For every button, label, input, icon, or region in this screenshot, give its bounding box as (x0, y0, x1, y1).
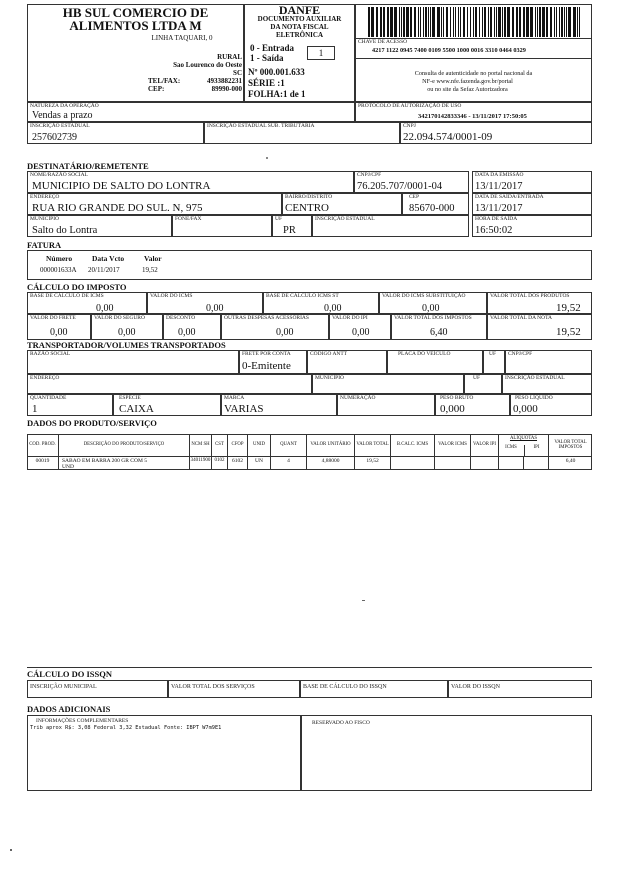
issqn-im-label: INSCRIÇÃO MUNICIPAL (30, 684, 97, 690)
transp-razao-label: RAZÃO SOCIAL (30, 351, 71, 357)
barcode (366, 7, 584, 37)
barcode-bar (410, 7, 412, 37)
protocolo-value: 342170142833346 - 13/11/2017 17:50:05 (418, 113, 527, 120)
seguro-value: 0,00 (118, 327, 136, 338)
imposto-title: CÁLCULO DO IMPOSTO (27, 282, 127, 292)
emitente-cep-label: CEP: (148, 85, 165, 93)
transp-municipio-label: MUNICÍPIO (315, 375, 345, 381)
th-vtotal: VALOR TOTAL (354, 434, 390, 456)
dest-emissao-label: DATA DA EMISSÃO (475, 172, 524, 178)
fatura-venc: 20/11/2017 (88, 266, 120, 274)
td-unid: UN (247, 456, 270, 470)
bc-st-value: 0,00 (324, 303, 342, 314)
v-icms-label: VALOR DO ICMS (150, 293, 193, 299)
consulta-line1: Consulta de autenticidade no portal nacional da (414, 70, 533, 77)
transp-numeracao-box (337, 394, 435, 416)
emitente-name-line1: HB SUL COMERCIO DE (62, 5, 209, 20)
barcode-bar (556, 7, 557, 37)
protocolo-label: PROTOCOLO DE AUTORIZAÇÃO DE USO (358, 103, 462, 109)
td-desc-line2: UND (62, 464, 74, 470)
dest-hora-label: HORA DE SAÍDA (475, 216, 518, 222)
dest-emissao-box (472, 171, 592, 193)
emitente-name-line2: ALIMENTOS LTDA M (69, 18, 202, 33)
th-vtrib: VALOR TOTAL IMPOSTOS (548, 434, 592, 456)
v-nota-label: VALOR TOTAL DA NOTA (490, 315, 553, 321)
v-st-box (379, 292, 487, 314)
transp-especie-box (113, 394, 221, 416)
bc-icms-box (27, 292, 147, 314)
barcode-bar (535, 7, 536, 37)
barcode-bar (455, 7, 456, 37)
barcode-bar (530, 7, 533, 37)
transp-municipio-box (312, 374, 464, 394)
barcode-bar (423, 7, 424, 37)
transp-peso-bruto-value: 0,000 (440, 403, 465, 415)
td-bc (390, 456, 434, 470)
bc-st-box (263, 292, 379, 314)
v-st-value: 0,00 (422, 303, 440, 314)
barcode-bar (519, 7, 521, 37)
barcode-bar (504, 7, 506, 37)
emitente-tel: 4933882231 (207, 77, 242, 85)
td-cfop: 6102 (227, 456, 247, 470)
emitente-district: RURAL (217, 53, 242, 61)
dest-nome-box (27, 171, 354, 193)
issqn-title: CÁLCULO DO ISSQN (27, 669, 113, 679)
barcode-bar (475, 7, 477, 37)
danfe-sub1: DOCUMENTO AUXILIAR (257, 15, 342, 23)
barcode-bar (376, 7, 378, 37)
transp-marca-value: VARIAS (224, 403, 264, 415)
transp-placa-label: PLACA DO VEÍCULO (398, 351, 451, 357)
frete-box (27, 314, 91, 340)
barcode-bar (479, 7, 480, 37)
td-cst: 0102 (211, 456, 227, 470)
fatura-valor: 19,52 (142, 266, 158, 274)
th-aliq: ALÍQUOTAS (509, 436, 538, 441)
td-ncm: 34011900 (189, 456, 211, 470)
dest-cep: 85670-000 (409, 203, 455, 214)
scan-speck (266, 157, 268, 159)
ie-box (27, 122, 204, 144)
barcode-bar (566, 7, 567, 37)
dest-fone-box (172, 215, 272, 237)
td-vipi (470, 456, 498, 470)
transp-frete-value: 0-Emitente (242, 360, 291, 372)
barcode-bar (482, 7, 483, 37)
td-vicms (434, 456, 470, 470)
barcode-bar (496, 7, 497, 37)
scan-speck (10, 849, 12, 851)
th-desc: DESCRIÇÃO DO PRODUTO/SERVIÇO (58, 434, 189, 456)
th-vipi: VALOR IPI (470, 434, 498, 456)
desconto-value: 0,00 (178, 327, 196, 338)
transp-ie-box (502, 374, 592, 394)
dest-hora-box (472, 215, 592, 237)
adicionais-title: DADOS ADICIONAIS (27, 704, 111, 714)
dest-endereco-box (27, 193, 282, 215)
th-quant: QUANT (270, 434, 306, 456)
transp-numeracao-label: NUMERAÇÃO (340, 395, 376, 401)
dest-municipio: Salto do Lontra (32, 225, 98, 236)
dest-cnpj-label: CNPJ/CPF (357, 172, 382, 178)
barcode-bar (380, 7, 382, 37)
barcode-bar (494, 7, 495, 37)
barcode-bar (387, 7, 389, 37)
transp-cnpj-label: CNPJ/CPF (508, 351, 533, 357)
barcode-bar (430, 7, 431, 37)
barcode-bar (516, 7, 518, 37)
barcode-bar (554, 7, 555, 37)
barcode-bar (542, 7, 545, 37)
td-desc-line1: SABAO EM BARRA 200 GR COM 5 (62, 458, 147, 464)
transp-qtd-value: 1 (32, 403, 38, 415)
barcode-bar (550, 7, 552, 37)
emitente-tel-label: TEL/FAX: (148, 77, 181, 85)
transp-endereco-label: ENDEREÇO (30, 375, 60, 381)
dest-bairro-box (282, 193, 402, 215)
transp-endereco-box (27, 374, 312, 394)
fatura-title: FATURA (27, 240, 62, 250)
outras-label: OUTRAS DESPESAS ACESSÓRIAS (224, 315, 309, 321)
barcode-bar (546, 7, 548, 37)
destinatario-title: DESTINATÁRIO/REMETENTE (27, 161, 149, 171)
issqn-v-label: VALOR DO ISSQN (451, 684, 500, 690)
ipi-box (329, 314, 391, 340)
transp-peso-liq-box (510, 394, 592, 416)
issqn-im-box (27, 680, 168, 698)
th-cst: CST (211, 434, 227, 456)
chave-value: 4217 1122 0945 7400 0109 5500 1000 0016 3310 0464 0329 (372, 47, 526, 54)
emitente-city: Sao Lourenco do Oeste (173, 61, 242, 69)
barcode-bar (443, 7, 444, 37)
barcode-bar (467, 7, 468, 37)
transp-antt-box (307, 350, 387, 374)
danfe-tipo-box (307, 46, 335, 60)
cnpj-emit-box (400, 122, 592, 144)
v-prod-box (487, 292, 592, 314)
dest-uf-box (272, 215, 312, 237)
barcode-bar (441, 7, 442, 37)
barcode-bar (470, 7, 471, 37)
natureza-box (27, 102, 355, 122)
barcode-bar (406, 7, 409, 37)
dest-cep-label: CEP (409, 194, 420, 200)
transp-frete-box (239, 350, 307, 374)
dest-emissao: 13/11/2017 (475, 181, 523, 192)
v-trib-label: VALOR TOTAL DOS IMPOSTOS (394, 315, 472, 321)
barcode-bar (458, 7, 459, 37)
dest-cep-box (402, 193, 469, 215)
th-cod: COD. PROD. (29, 442, 56, 448)
danfe-tipo: 1 (318, 48, 324, 58)
transp-antt-label: CÓDIGO ANTT (310, 351, 348, 357)
transp-uf-label: UF (489, 351, 497, 357)
ie-st-label: INSCRIÇÃO ESTADUAL SUB. TRIBUTÁRIA (207, 123, 315, 129)
emitente-address: LINHA TAQUARI, 0 (151, 34, 213, 42)
scan-speck (362, 600, 365, 601)
dest-uf: PR (283, 225, 296, 236)
v-nota-value: 19,52 (556, 326, 581, 338)
ie-value: 257602739 (32, 132, 77, 143)
barcode-bar (573, 7, 576, 37)
dest-endereco: RUA RIO GRANDE DO SUL. N, 975 (32, 202, 203, 214)
dest-fone-label: FONE/FAX (175, 216, 202, 222)
barcode-bar (484, 7, 486, 37)
barcode-bar (371, 7, 374, 37)
dest-bairro-label: BAIRRO/DISTRITO (285, 194, 333, 200)
barcode-bar (432, 7, 435, 37)
reservado-fisco-box (301, 715, 592, 791)
info-complementar-label: INFORMAÇÕES COMPLEMENTARES (36, 718, 129, 724)
transp-qtd-box (27, 394, 113, 416)
transp-qtd-label: QUANTIDADE (30, 395, 67, 401)
transp-frete-label: FRETE POR CONTA (242, 351, 291, 357)
emitente-state: SC (233, 69, 242, 77)
v-icms-box (147, 292, 263, 314)
transp-peso-liq-value: 0,000 (513, 403, 538, 415)
barcode-bar (368, 7, 370, 37)
th-aliq-ipi: IPI (524, 445, 548, 456)
fatura-h-venc: Data Vcto (92, 254, 125, 263)
barcode-bar (446, 7, 448, 37)
outras-value: 0,00 (276, 327, 294, 338)
ipi-label: VALOR DO IPI (332, 315, 368, 321)
transp-marca-box (221, 394, 337, 416)
barcode-bar (453, 7, 454, 37)
barcode-bar (383, 7, 385, 37)
danfe-saida: 1 - Saída (250, 53, 284, 63)
td-vunit: 4,88000 (306, 456, 354, 470)
transp-especie-value: CAIXA (119, 403, 154, 415)
danfe-sub3: ELETRÔNICA (275, 31, 324, 39)
th-vunit: VALOR UNITÁRIO (306, 434, 354, 456)
barcode-bar (403, 7, 405, 37)
fatura-h-numero: Número (46, 254, 73, 263)
protocolo-box (355, 102, 592, 122)
desconto-box (163, 314, 221, 340)
transp-peso-liq-label: PESO LÍQUIDO (515, 395, 553, 401)
danfe-title: DANFE (278, 3, 321, 17)
transp-cnpj-box (505, 350, 592, 374)
ipi-value: 0,00 (352, 327, 370, 338)
td-quant: 4 (270, 456, 306, 470)
danfe-numero: Nº 000.001.633 (248, 67, 305, 77)
consulta-line3: ou no site da Sefaz Autorizadora (427, 86, 508, 93)
consulta-line2: NF-e www.nfe.fazenda.gov.br/portal (422, 78, 513, 85)
th-aliq-group (498, 434, 548, 456)
th-bc: B.CALC. ICMS (390, 434, 434, 456)
transp-razao-box (27, 350, 239, 374)
bc-icms-label: BASE DE CÁLCULO DE ICMS (30, 293, 104, 299)
dest-hora: 16:50:02 (475, 225, 513, 236)
transp-marca-label: MARCA (224, 395, 245, 401)
barcode-bar (512, 7, 514, 37)
dest-nome: MUNICIPIO DE SALTO DO LONTRA (32, 180, 211, 192)
barcode-bar (577, 7, 578, 37)
barcode-bar (564, 7, 565, 37)
barcode-bar (568, 7, 571, 37)
th-ncm: NCM SH (189, 434, 211, 456)
barcode-bar (537, 7, 538, 37)
dest-uf-label: UF (275, 216, 283, 222)
danfe-entrada: 0 - Entrada (250, 43, 295, 53)
fatura-h-valor: Valor (144, 254, 162, 263)
bc-icms-value: 0,00 (96, 303, 114, 314)
td-aliq-icms (498, 456, 523, 470)
dest-cnpj: 76.205.707/0001-04 (357, 181, 443, 192)
barcode-bar (502, 7, 503, 37)
transp-uf-box (483, 350, 505, 374)
transporte-title: TRANSPORTADOR/VOLUMES TRANSPORTADOS (27, 340, 226, 350)
barcode-bar (428, 7, 429, 37)
barcode-bar (559, 7, 560, 37)
chave-label: CHAVE DE ACESSO (358, 39, 408, 45)
natureza-label: NATUREZA DA OPERAÇÃO (30, 103, 99, 109)
barcode-bar (526, 7, 529, 37)
seguro-box (91, 314, 163, 340)
dest-endereco-label: ENDEREÇO (30, 194, 60, 200)
barcode-bar (539, 7, 541, 37)
th-aliq-icms: ICMS (505, 445, 517, 450)
v-prod-value: 19,52 (556, 302, 581, 314)
ie-st-box (204, 122, 400, 144)
cnpj-emit-label: CNPJ (403, 123, 416, 129)
outras-box (221, 314, 329, 340)
th-vicms: VALOR ICMS (434, 434, 470, 456)
transp-peso-bruto-label: PESO BRUTO (440, 395, 474, 401)
info-complementar-box (27, 715, 301, 791)
td-vtotal: 19,52 (354, 456, 390, 470)
v-icms-value: 0,00 (206, 303, 224, 314)
dest-ie-box (312, 215, 469, 237)
issqn-v-box (448, 680, 592, 698)
fatura-numero: 000001633A (40, 266, 77, 274)
td-desc (58, 456, 189, 470)
barcode-bar (579, 7, 580, 37)
danfe-folha: FOLHA:1 de 1 (248, 89, 306, 99)
dest-saida-label: DATA DE SAÍDA/ENTRADA (475, 194, 544, 200)
barcode-bar (488, 7, 489, 37)
barcode-bar (490, 7, 492, 37)
th-unid: UNID (247, 434, 270, 456)
produtos-title: DADOS DO PRODUTO/SERVIÇO (27, 418, 157, 428)
v-prod-label: VALOR TOTAL DOS PRODUTOS (490, 293, 570, 299)
barcode-bar (507, 7, 510, 37)
v-trib-box (391, 314, 487, 340)
barcode-bar (460, 7, 461, 37)
ie-label: INSCRIÇÃO ESTADUAL (30, 123, 90, 129)
transp-especie-label: ESPÉCIE (119, 395, 141, 401)
v-nota-box (487, 314, 592, 340)
transp-ie-label: INSCRIÇÃO ESTADUAL (505, 375, 565, 381)
barcode-bar (561, 7, 563, 37)
issqn-vserv-label: VALOR TOTAL DOS SERVIÇOS (171, 684, 255, 690)
barcode-bar (498, 7, 501, 37)
transp-uf2-box (464, 374, 502, 394)
frete-label: VALOR DO FRETE (30, 315, 76, 321)
barcode-bar (473, 7, 474, 37)
danfe-serie: SÉRIE :1 (248, 78, 285, 88)
barcode-bar (399, 7, 400, 37)
bc-st-label: BASE DE CÁLCULO ICMS ST (266, 293, 339, 299)
dest-cnpj-box (354, 171, 469, 193)
transp-placa-box (387, 350, 483, 374)
seguro-label: VALOR DO SEGURO (94, 315, 145, 321)
dest-saida-box (472, 193, 592, 215)
barcode-bar (425, 7, 427, 37)
desconto-label: DESCONTO (166, 315, 196, 321)
td-cod: 00019 (35, 458, 50, 464)
dest-municipio-label: MUNICÍPIO (30, 216, 60, 222)
issqn-vserv-box (168, 680, 300, 698)
barcode-bar (401, 7, 402, 37)
th-cfop: CFOP (227, 434, 247, 456)
barcode-bar (437, 7, 440, 37)
td-aliq-ipi (523, 456, 548, 470)
barcode-bar (463, 7, 465, 37)
td-vtrib: 6,40 (548, 456, 592, 470)
barcode-bar (394, 7, 397, 37)
issqn-bc-box (300, 680, 448, 698)
emitente-cep: 89990-000 (211, 85, 242, 93)
barcode-bar (420, 7, 421, 37)
dest-municipio-box (27, 215, 172, 237)
dest-ie-label: INSCRIÇÃO ESTADUAL (315, 216, 375, 222)
dest-saida: 13/11/2017 (475, 203, 523, 214)
dest-bairro: CENTRO (285, 202, 329, 214)
barcode-bar (414, 7, 416, 37)
reservado-fisco-label: RESERVADO AO FISCO (312, 720, 370, 726)
v-st-label: VALOR DO ICMS SUBSTITUIÇÃO (382, 293, 466, 299)
dest-nome-label: NOME/RAZÃO SOCIAL (30, 172, 88, 178)
info-complementar-text: Trib aprox R$: 3,08 Federal 3,32 Estadual Fonte: IBPT W7m9E1 (30, 725, 222, 731)
danfe-sub2: DA NOTA FISCAL (270, 23, 329, 31)
natureza-value: Vendas a prazo (32, 110, 93, 121)
barcode-bar (523, 7, 525, 37)
barcode-bar (390, 7, 393, 37)
transp-peso-bruto-box (435, 394, 510, 416)
barcode-bar (418, 7, 419, 37)
cnpj-emit-value: 22.094.574/0001-09 (403, 131, 493, 143)
barcode-bar (450, 7, 451, 37)
frete-value: 0,00 (50, 327, 68, 338)
v-trib-value: 6,40 (430, 327, 448, 338)
issqn-bc-label: BASE DE CÁLCULO DO ISSQN (303, 684, 387, 690)
transp-uf2-label: UF (473, 375, 481, 381)
